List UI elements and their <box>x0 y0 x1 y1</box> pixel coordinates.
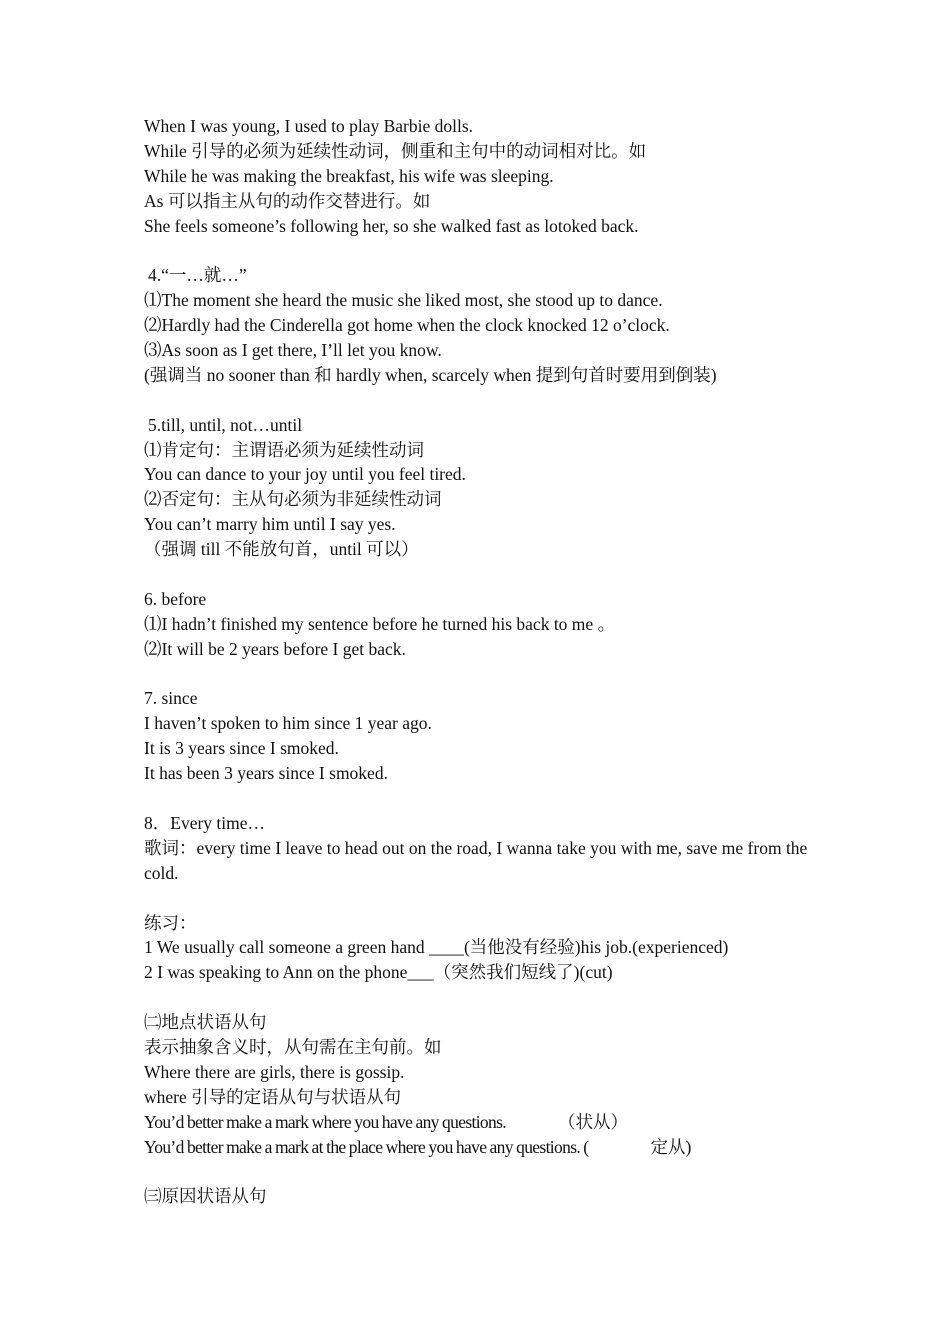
rule-negative: ⑵否定句：主从句必须为非延续性动词 <box>144 489 442 510</box>
attributive-sentence: You’d better make a mark at the place where you have any questions. ( <box>144 1136 589 1157</box>
adverbial-tag: （状从） <box>558 1111 628 1132</box>
spacer <box>144 985 824 1010</box>
section-heading-5: 5.till, until, not…until <box>148 414 303 435</box>
example-hardly: ⑵Hardly had the Cinderella got home when the clock knocked 12 o’clock. <box>144 315 670 336</box>
example-as-soon-as: ⑶As soon as I get there, I’ll let you know. <box>144 340 442 361</box>
spacer <box>144 886 824 911</box>
section-heading-6: 6. before <box>144 588 207 609</box>
exercise-item-1: 1 We usually call someone a green hand ____(当他没有经验)his job.(experienced) <box>144 937 729 958</box>
exercise-item-2: 2 I was speaking to Ann on the phone___（突然我们短线了)(cut) <box>144 962 613 983</box>
section-heading-cause: ㈢原因状语从句 <box>144 1186 267 1207</box>
note-inversion: (强调当 no sooner than 和 hardly when, scarcely when 提到句首时要用到倒装) <box>144 364 717 385</box>
spacer <box>144 562 824 587</box>
attributive-tag: 定从) <box>650 1136 692 1157</box>
example-since-1: I haven’t spoken to him since 1 year ago. <box>144 713 432 734</box>
example-since-3: It has been 3 years since I smoked. <box>144 763 388 784</box>
section-heading-place: ㈡地点状语从句 <box>144 1012 267 1033</box>
example-until-affirmative: You can dance to your joy until you feel tired. <box>144 464 466 485</box>
rule-abstract: 表示抽象含义时，从句需在主句前。如 <box>144 1036 442 1057</box>
document-page <box>144 114 824 1209</box>
section-heading-7: 7. since <box>144 688 198 709</box>
note-till: （强调 till 不能放句首，until 可以） <box>144 539 419 560</box>
example-before-1: ⑴I hadn’t finished my sentence before he turned his back to me 。 <box>144 613 616 634</box>
spacer <box>144 1159 824 1184</box>
rule-while: While 引导的必须为延续性动词，侧重和主句中的动词相对比。如 <box>144 140 647 161</box>
example-before-2: ⑵It will be 2 years before I get back. <box>144 638 406 659</box>
spacer <box>144 786 824 811</box>
compare-attributive-line <box>144 1135 824 1160</box>
section-heading-8: 8．Every time… <box>144 812 266 833</box>
spacer <box>144 238 824 263</box>
rule-where: where 引导的定语从句与状语从句 <box>144 1086 402 1107</box>
example-used-to: When I was young, I used to play Barbie dolls. <box>144 116 474 136</box>
adverbial-sentence: You’d better make a mark where you have any questions. <box>144 1111 506 1132</box>
rule-as: As 可以指主从句的动作交替进行。如 <box>144 190 431 211</box>
example-until-negative: You can’t marry him until I say yes. <box>144 514 396 535</box>
example-as: She feels someone’s following her, so she walked fast as lotoked back. <box>144 215 639 236</box>
example-where: Where there are girls, there is gossip. <box>144 1061 405 1082</box>
exercise-heading: 练习： <box>144 912 197 933</box>
rule-affirmative: ⑴肯定句：主谓语必须为延续性动词 <box>144 439 424 460</box>
spacer <box>144 388 824 413</box>
example-the-moment: ⑴The moment she heard the music she liked most, she stood up to dance. <box>144 290 663 311</box>
example-since-2: It is 3 years since I smoked. <box>144 738 339 759</box>
lyrics-example: 歌词：every time I leave to head out on the road, I wanna take you with me, save me from the cold. <box>144 837 808 883</box>
example-while: While he was making the breakfast, his wife was sleeping. <box>144 165 554 186</box>
spacer <box>144 662 824 687</box>
compare-adverbial-line <box>144 1110 824 1135</box>
section-heading-4: 4.“一…就…” <box>148 265 247 286</box>
